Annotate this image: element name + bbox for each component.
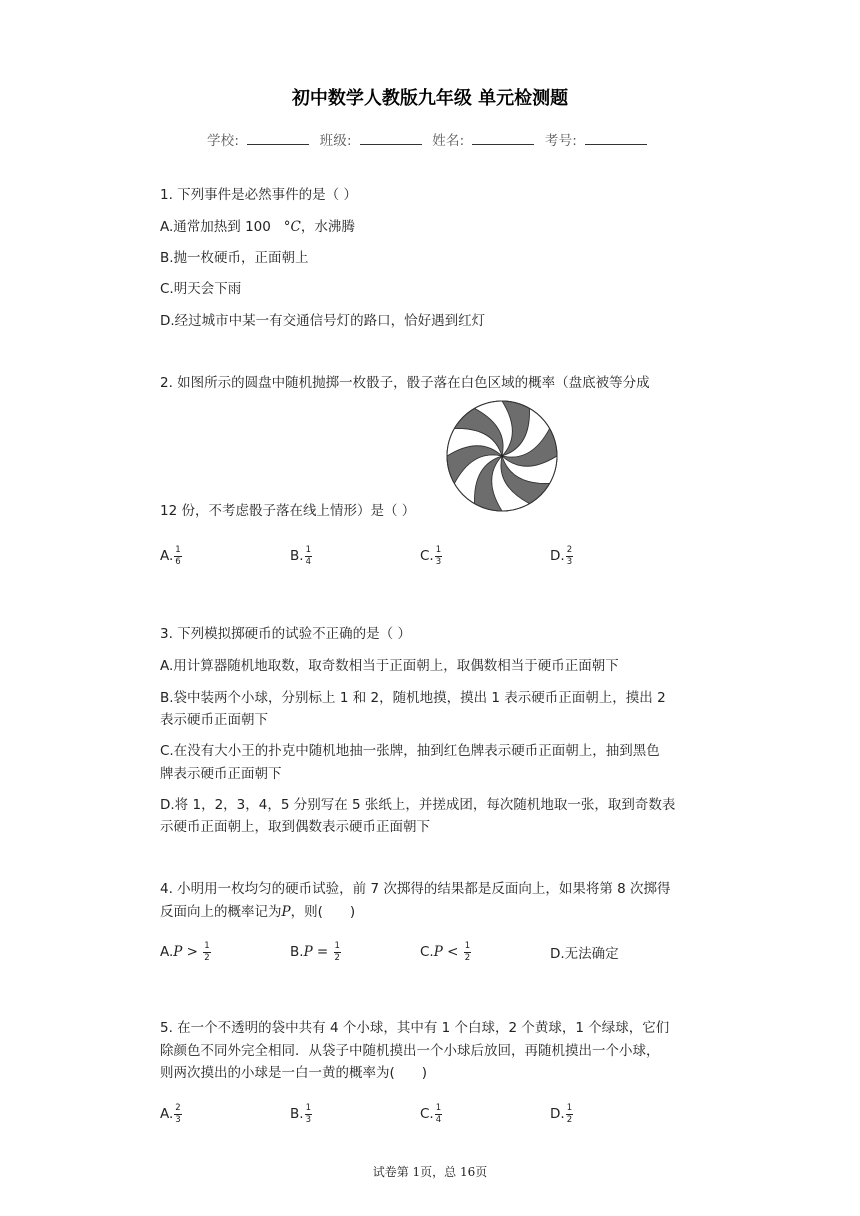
- q1-option-a-tail: ，水沸腾: [300, 219, 355, 235]
- class-label: 班级:: [319, 133, 352, 149]
- q5-stem-line1: 5. 在一个不透明的袋中共有 4 个小球，其中有 1 个白球，2 个黄球，1 个绿球，它们: [160, 1020, 670, 1036]
- q3-option-c-line1: C.在没有大小王的扑克中随机地抽一张牌，抽到红色牌表示硬币正面朝上，抽到黑色: [160, 743, 660, 759]
- class-blank[interactable]: [360, 132, 422, 145]
- exam-number-blank[interactable]: [585, 132, 647, 145]
- q4-option-c: C.P < $\frac{1}{2}$: [420, 941, 471, 963]
- q5-option-d-fraction: $\frac{1}{2}$: [566, 1103, 573, 1125]
- q3-option-d-line2: 示硬币正面朝上，取到偶数表示硬币正面朝下: [160, 819, 430, 835]
- school-label: 学校:: [206, 133, 240, 149]
- q2-option-a: A. $\frac{1}{6}$: [160, 545, 181, 567]
- q5-option-b-fraction: $\frac{1}{3}$: [305, 1103, 311, 1125]
- q2-stem-line2: 12 份，不考虑骰子落在线上情形）是（ ）: [160, 503, 416, 519]
- q2-option-b-fraction: $\frac{1}{4}$: [305, 545, 311, 567]
- q4-option-a-fraction: $\frac{1}{2}$: [204, 941, 210, 963]
- q4-option-c-fraction: $\frac{1}{2}$: [464, 941, 471, 963]
- q1-option-b: B.抛一枚硬币，正面朝上: [160, 250, 309, 266]
- q5-option-a: A. $\frac{2}{3}$: [160, 1103, 181, 1125]
- exam-title: 初中数学人教版九年级 单元检测题: [291, 88, 569, 109]
- q3-stem: 3. 下列模拟掷硬币的试验不正确的是（ ）: [160, 626, 411, 642]
- q4-variable-p: P: [281, 904, 291, 920]
- q4-option-a: A.P > $\frac{1}{2}$: [160, 941, 210, 963]
- q2-option-c-fraction: $\frac{1}{3}$: [435, 545, 442, 567]
- student-info-line: [0, 129, 860, 149]
- disc-center: [500, 454, 503, 457]
- q2-option-c: C. $\frac{1}{3}$: [420, 545, 442, 567]
- q2-option-a-fraction: $\frac{1}{6}$: [175, 545, 181, 567]
- q3-option-d-line1: D.将 1，2，3，4，5 分别写在 5 张纸上，并搓成团，每次随机地取一张，取到奇数表: [160, 797, 676, 813]
- q4-option-d: D.无法确定: [550, 946, 619, 962]
- name-label: 姓名:: [432, 133, 465, 149]
- q4-stem-line2: 反面向上的概率记为P，则( ): [160, 904, 356, 920]
- q5-stem-line3: 则两次摸出的小球是一白一黄的概率为( ): [160, 1065, 428, 1081]
- name-blank[interactable]: [472, 132, 534, 145]
- exam-number-label: 考号:: [544, 133, 578, 149]
- q2-option-d: D. $\frac{2}{3}$: [550, 545, 573, 567]
- q4-option-b-fraction: $\frac{1}{2}$: [334, 941, 340, 963]
- q1-option-d: D.经过城市中某一有交通信号灯的路口，恰好遇到红灯: [160, 313, 486, 329]
- q5-option-c-fraction: $\frac{1}{4}$: [435, 1103, 442, 1125]
- q1-option-c: C.明天会下雨: [160, 281, 242, 297]
- q3-option-a: A.用计算器随机地取数，取奇数相当于正面朝上，取偶数相当于硬币正面朝下: [160, 658, 619, 674]
- q3-option-b-line2: 表示硬币正面朝下: [160, 712, 268, 728]
- q3-option-c-line2: 牌表示硬币正面朝下: [160, 766, 282, 782]
- q1-option-a-text: A.通常加热到 100: [160, 219, 271, 235]
- page-footer: 试卷第 1页，总 16页: [372, 1165, 488, 1179]
- q5-stem-line2: 除颜色不同外完全相同．从袋子中随机摸出一个小球后放回，再随机摸出一个小球，: [160, 1043, 660, 1059]
- q5-option-a-fraction: $\frac{2}{3}$: [175, 1103, 181, 1125]
- q5-option-b: B. $\frac{1}{3}$: [290, 1103, 311, 1125]
- q1-option-a: [160, 215, 355, 235]
- q1-option-a-unit: °C: [283, 219, 301, 235]
- school-blank[interactable]: [247, 132, 309, 145]
- spinner-disc-figure: [445, 399, 559, 513]
- q2-stem-line1: 2. 如图所示的圆盘中随机抛掷一枚骰子，骰子落在白色区域的概率（盘底被等分成: [160, 375, 650, 391]
- q4-stem-line1: 4. 小明用一枚均匀的硬币试验，前 7 次掷得的结果都是反面向上，如果将第 8 次掷得: [160, 881, 671, 897]
- q1-stem: 1. 下列事件是必然事件的是（ ）: [160, 187, 357, 203]
- q4-option-b: B.P = $\frac{1}{2}$: [290, 941, 340, 963]
- q3-option-b-line1: B.袋中装两个小球，分别标上 1 和 2，随机地摸，摸出 1 表示硬币正面朝上，摸出 2: [160, 690, 666, 706]
- q2-option-d-fraction: $\frac{2}{3}$: [566, 545, 573, 567]
- q5-option-d: D. $\frac{1}{2}$: [550, 1103, 573, 1125]
- q5-option-c: C. $\frac{1}{4}$: [420, 1103, 442, 1125]
- q2-option-b: B. $\frac{1}{4}$: [290, 545, 311, 567]
